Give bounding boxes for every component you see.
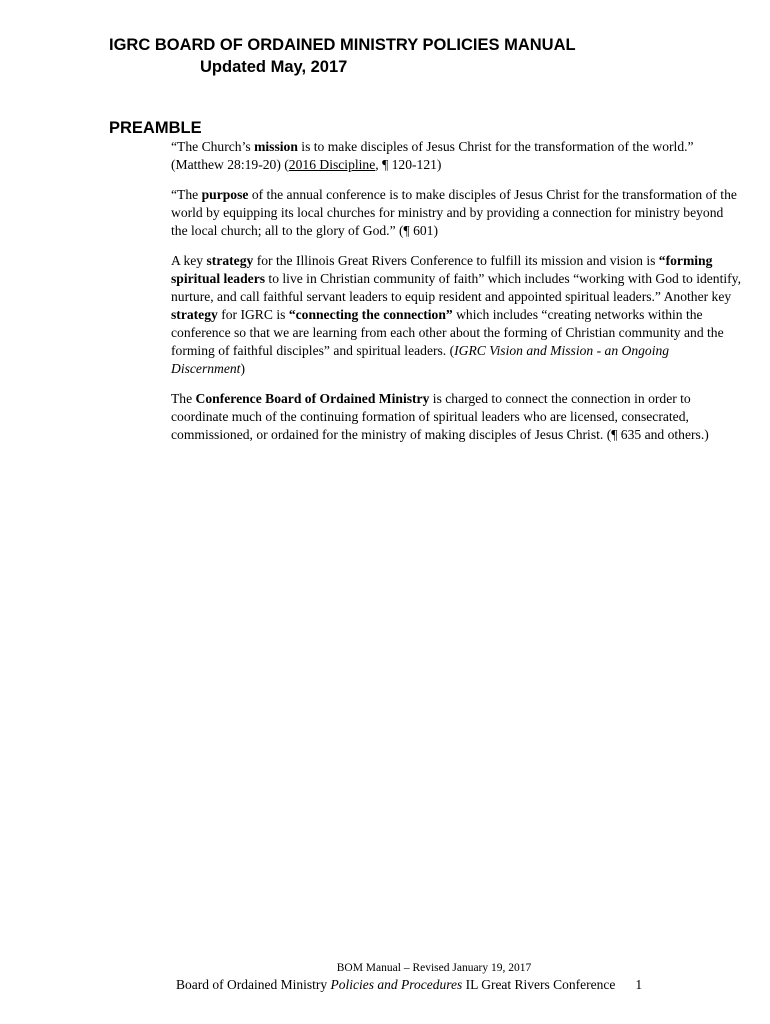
paragraph-mission xyxy=(171,138,743,174)
section-heading-preamble: PREAMBLE xyxy=(109,119,202,137)
bold-term-purpose: purpose xyxy=(201,187,249,202)
text-run: A key xyxy=(171,253,207,268)
text-run: for IGRC is xyxy=(217,307,289,322)
paragraph-strategy xyxy=(171,252,743,378)
footer-revision: BOM Manual – Revised January 19, 2017 xyxy=(336,962,532,974)
document-title: IGRC BOARD OF ORDAINED MINISTRY POLICIES MANUAL xyxy=(109,36,576,54)
paragraph-purpose xyxy=(171,186,743,240)
bold-term-connecting-the-connection: “connecting the connection” xyxy=(288,307,453,322)
paragraph-board xyxy=(171,390,743,444)
text-run: for the Illinois Great Rivers Conference to fulfill its mission and vision is xyxy=(253,253,659,268)
bold-term-strategy: strategy xyxy=(171,307,218,322)
text-run: , ¶ 120-121) xyxy=(375,157,442,172)
preamble-body xyxy=(171,138,743,456)
bold-term-forming-spiritual-leaders: “forming spiritual leaders xyxy=(171,253,713,286)
document-subtitle: Updated May, 2017 xyxy=(200,58,348,76)
bold-term-mission: mission xyxy=(254,139,298,154)
bold-term-strategy: strategy xyxy=(206,253,254,268)
text-run: is to make disciples of Jesus Christ for the transformation of the world.” (Matthew 28:19-20) ( xyxy=(171,139,694,172)
footer-line xyxy=(176,976,642,994)
footer-right-text: IL Great Rivers Conference xyxy=(462,977,616,992)
footer-left-text: Board of Ordained Ministry xyxy=(176,977,331,992)
discipline-reference-link[interactable]: 2016 Discipline xyxy=(288,157,376,172)
page-number: 1 xyxy=(635,977,643,992)
text-run: is charged to connect the connection in order to coordinate much of the continuing formation of spiritual leaders who are licensed, consecrated, commissioned, or ordained for the ministry of making disciples of Jesus Christ. (¶ 635 and others.) xyxy=(171,391,709,442)
text-run: to live in Christian community of faith” which includes “working with God to identify, nurture, and call faithful servant leaders to equip resident and appointed spiritual leaders.” Another key xyxy=(171,271,741,304)
text-run: The xyxy=(171,391,196,406)
text-run: “The Church’s xyxy=(171,139,255,154)
bold-term-conference-board: Conference Board of Ordained Ministry xyxy=(195,391,430,406)
text-run: “The xyxy=(171,187,202,202)
footer-italic-text: Policies and Procedures xyxy=(330,977,463,992)
italic-source-citation: IGRC Vision and Mission - an Ongoing Discernment xyxy=(171,343,670,376)
text-run: ) xyxy=(240,361,245,376)
text-run: which includes “creating networks within the conference so that we are learning from each other about the forming of Christian community and the forming of faithful disciples” and spiritual leaders. ( xyxy=(171,307,724,358)
text-run: of the annual conference is to make disciples of Jesus Christ for the transformation of the world by equipping its local churches for ministry and by providing a connection for ministry beyond the local church; all to the glory of God.” (¶ 601) xyxy=(171,187,737,238)
